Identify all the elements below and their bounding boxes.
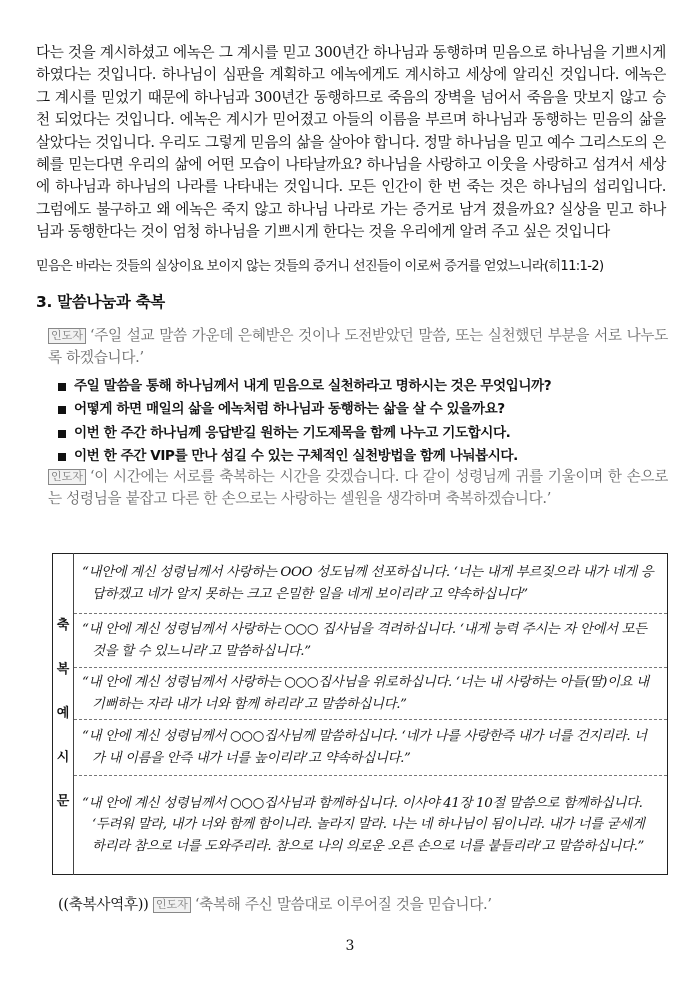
- leader-tag: 인도자: [153, 897, 191, 913]
- closing-text: ‘축복해 주신 말씀대로 이루어질 것을 믿습니다.’: [194, 896, 492, 913]
- leader-instruction-text: ‘이 시간에는 서로를 축복하는 시간을 갖겠습니다. 다 같이 성령님께 귀를 기울이며 한 손으로는 성령님을 붙잡고 다른 한 손으로는 사랑하는 셀원을 생각하며 축복하겠습니다.’: [48, 468, 668, 508]
- leader-instruction-text: ‘주일 설교 말씀 가운데 은혜받은 것이나 도전받았던 말씀, 또는 실천했던 부분을 서로 나누도록 하겠습니다.’: [48, 327, 668, 367]
- leader-instruction-sharing: [48, 325, 668, 370]
- question-text: 이번 한 주간 하나님께 응답받길 원하는 기도제목을 함께 나누고 기도합시다.: [74, 424, 511, 441]
- square-bullet-icon: [58, 406, 66, 414]
- blessing-example: “내안에 계신 성령님께서 사랑하는 OOO 성도님께 선포하십니다. ‘너는 내게 부르짖으라 내가 네게 응답하겠고 네가 알지 못하는 크고 은밀한 일을 네게 보이리라’고 약속하십니다”: [74, 554, 668, 614]
- question-text: 주일 말씀을 통해 하나님께서 내게 믿음으로 실천하라고 명하시는 것은 무엇입니까?: [74, 378, 552, 394]
- question-item: [58, 398, 678, 421]
- square-bullet-icon: [58, 383, 66, 391]
- closing-line: [58, 893, 492, 914]
- question-item: [58, 422, 678, 445]
- blessing-example: “내 안에 계신 성령님께서 사랑하는 ○○○집사님을 위로하십니다. ‘너는 내 사랑하는 아들(딸)이요 내 기뻐하는 자라 내가 너와 함께 하리라’고 말씀하십니다.”: [74, 668, 668, 720]
- blessing-examples-table: [52, 553, 668, 875]
- closing-order: ((축복사역후)): [58, 896, 149, 913]
- blessing-example: “내 안에 계신 성령님께서 ○○○집사님께 말씀하십니다. ‘네가 나를 사랑한즉 내가 너를 건지리라. 너가 내 이름을 안즉 내가 너를 높이리라’고 약속하십니다.”: [74, 720, 668, 776]
- question-item: [58, 375, 678, 398]
- question-text: 이번 한 주간 VIP를 만나 섬길 수 있는 구체적인 실천방법을 함께 나눠봅시다.: [74, 448, 518, 465]
- blessing-examples-side-label: 축 복 예 시 문: [53, 554, 74, 875]
- blessing-example: “내 안에 계신 성령님께서 사랑하는 ○○○ 집사님을 격려하십니다. ‘내게 능력 주시는 자 안에서 모든 것을 할 수 있느니라’고 말씀하십니다.”: [74, 614, 668, 668]
- leader-tag: 인도자: [48, 328, 86, 344]
- blessing-example: “내 안에 계신 성령님께서 ○○○집사님과 함께하십니다. 이사야 41장 10절 말씀으로 함께하십니다. ‘두려워 말라, 내가 너와 함께 함이니라. 놀라지 말라. 나는 네 하나님이 됨이니라. 내가 너를 굳세게 하리라 참으로 너를 도와주리라. 참으로 나의 의로운 오른 손으로 너를 붙들리라’고 말씀하십니다.”: [82, 795, 645, 854]
- intro-paragraph: 다는 것을 계시하셨고 에녹은 그 계시를 믿고 300년간 하나님과 동행하며 믿음으로 하나님을 기쁘시게 하였다는 것입니다. 하나님이 심판을 계획하고 에녹에게도 계시하고 세상에 알리신 것입니다. 에녹은 그 계시를 믿었기 때문에 하나님과 300년간 동행하므로 죽음의 장벽을 넘어서 죽음을 맛보지 않고 승천 되었다는 것입니다. 에녹은 계시가 믿어졌고 아들의 이름을 부르며 하나님과 동행하는 믿음의 삶을 살았다는 것입니다. 우리도 그렇게 믿음의 삶을 살아야 합니다. 정말 하나님을 믿고 예수 그리스도의 은혜를 믿는다면 우리의 삶에 어떤 모습이 나타날까요? 하나님을 사랑하고 이웃을 사랑하고 섬겨서 세상에 하나님과 하나님의 나라를 나타내는 것입니다. 모든 인간이 한 번 죽는 것은 하나님의 섭리입니다. 그럼에도 불구하고 왜 에녹은 죽지 않고 하나님 나라로 가는 증거로 남겨 졌을까요? 실상을 믿고 하나님과 동행한다는 것이 엄청 하나님을 기쁘시게 한다는 것을 우리에게 알려 주고 싶은 것입니다: [36, 44, 666, 241]
- section-title: 3. 말씀나눔과 축복: [36, 293, 165, 311]
- square-bullet-icon: [58, 453, 66, 461]
- leader-instruction-blessing: [48, 466, 668, 511]
- square-bullet-icon: [58, 430, 66, 438]
- leader-tag: 인도자: [48, 469, 86, 485]
- discussion-questions: [58, 375, 678, 469]
- scripture-verse: 믿음은 바라는 것들의 실상이요 보이지 않는 것들의 증거니 선진들이 이로써 증거를 얻었느니라(히11:1-2): [36, 259, 604, 274]
- page-number: 3: [345, 938, 355, 954]
- question-text: 어떻게 하면 매일의 삶을 에녹처럼 하나님과 동행하는 삶을 살 수 있을까요?: [74, 401, 505, 418]
